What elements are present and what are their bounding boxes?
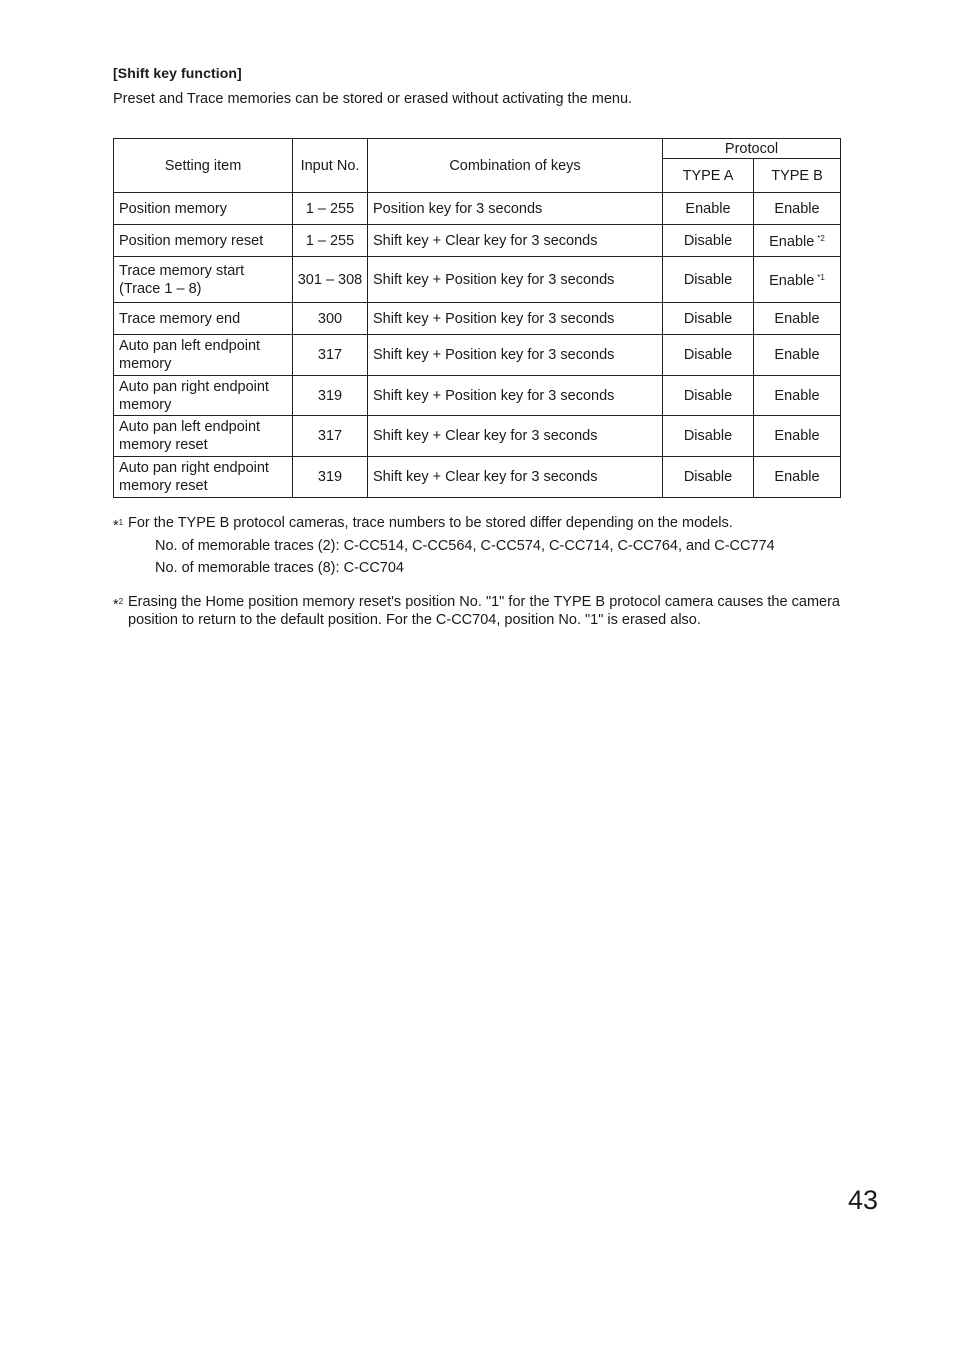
shift-key-table — [113, 138, 841, 498]
type-a-cell: Disable — [663, 335, 754, 376]
header-type-a: TYPE A — [663, 159, 754, 193]
combination-cell: Shift key + Position key for 3 seconds — [368, 257, 663, 303]
input-cell: 319 — [293, 457, 368, 498]
type-b-cell: Enable $^{*1}$ — [754, 257, 841, 303]
combination-cell: Position key for 3 seconds — [368, 193, 663, 225]
setting-cell: Trace memory start (Trace 1 – 8) — [114, 257, 293, 303]
input-cell: 317 — [293, 416, 368, 457]
type-b-cell: Enable $^{*2}$ — [754, 225, 841, 257]
header-setting-item: Setting item — [114, 139, 293, 193]
type-a-cell: Disable — [663, 303, 754, 335]
type-a-cell: Disable — [663, 457, 754, 498]
combination-cell: Shift key + Clear key for 3 seconds — [368, 225, 663, 257]
type-a-cell: Disable — [663, 376, 754, 416]
table-row — [114, 376, 841, 416]
table-body — [114, 193, 841, 498]
type-a-cell: Disable — [663, 416, 754, 457]
footnote-ref: *2 — [817, 234, 825, 243]
setting-cell: Auto pan right endpoint memory — [114, 376, 293, 416]
type-a-cell: Disable — [663, 257, 754, 303]
input-cell: 1 – 255 — [293, 225, 368, 257]
footnotes — [113, 514, 840, 629]
footnote-2 — [113, 593, 840, 629]
type-b-cell: Enable — [754, 335, 841, 376]
input-cell: 317 — [293, 335, 368, 376]
input-cell: 300 — [293, 303, 368, 335]
footnote-1 — [113, 514, 840, 532]
table-row — [114, 257, 841, 303]
setting-cell: Trace memory end — [114, 303, 293, 335]
table-row — [114, 457, 841, 498]
setting-cell: Position memory — [114, 193, 293, 225]
combination-cell: Shift key + Clear key for 3 seconds — [368, 457, 663, 498]
footnote-mark: *$^1$ — [113, 518, 124, 534]
table-row — [114, 335, 841, 376]
header-combination: Combination of keys — [368, 139, 663, 193]
type-a-cell: Disable — [663, 225, 754, 257]
setting-cell: Auto pan right endpoint memory reset — [114, 457, 293, 498]
footnote-2-text: Erasing the Home position memory reset's position No. "1" for the TYPE B protocol camera causes the camera position to return to the default position. For the C-CC704, position No. "1" is erased also. — [128, 594, 840, 628]
type-b-cell: Enable — [754, 457, 841, 498]
input-cell: 1 – 255 — [293, 193, 368, 225]
page-number: 43 — [848, 1185, 879, 1215]
combination-cell: Shift key + Position key for 3 seconds — [368, 303, 663, 335]
type-a-cell: Enable — [663, 193, 754, 225]
setting-cell: Auto pan left endpoint memory — [114, 335, 293, 376]
table-row — [114, 225, 841, 257]
footnote-1-text: For the TYPE B protocol cameras, trace numbers to be stored differ depending on the models. — [128, 515, 733, 531]
setting-cell: Position memory reset — [114, 225, 293, 257]
type-b-cell: Enable — [754, 416, 841, 457]
footnote-1-sub-line: No. of memorable traces (2): C-CC514, C-CC564, C-CC574, C-CC714, C-CC764, and C-CC774 — [155, 538, 775, 554]
combination-cell: Shift key + Position key for 3 seconds — [368, 376, 663, 416]
header-input-no: Input No. — [293, 139, 368, 193]
section-title: [Shift key function] — [113, 65, 242, 81]
input-cell: 319 — [293, 376, 368, 416]
header-type-b: TYPE B — [754, 159, 841, 193]
footnote-1-sub-line: No. of memorable traces (8): C-CC704 — [155, 560, 404, 576]
intro-text: Preset and Trace memories can be stored or erased without activating the menu. — [113, 91, 633, 107]
type-b-cell: Enable — [754, 303, 841, 335]
table-row — [114, 193, 841, 225]
table-row — [114, 303, 841, 335]
footnote-ref: *1 — [817, 273, 825, 282]
footnote-mark: *$^2$ — [113, 597, 124, 613]
header-protocol: Protocol — [663, 139, 841, 159]
input-cell: 301 – 308 — [293, 257, 368, 303]
combination-cell: Shift key + Position key for 3 seconds — [368, 335, 663, 376]
type-b-cell: Enable — [754, 193, 841, 225]
type-b-cell: Enable — [754, 376, 841, 416]
setting-cell: Auto pan left endpoint memory reset — [114, 416, 293, 457]
combination-cell: Shift key + Clear key for 3 seconds — [368, 416, 663, 457]
table-row — [114, 416, 841, 457]
